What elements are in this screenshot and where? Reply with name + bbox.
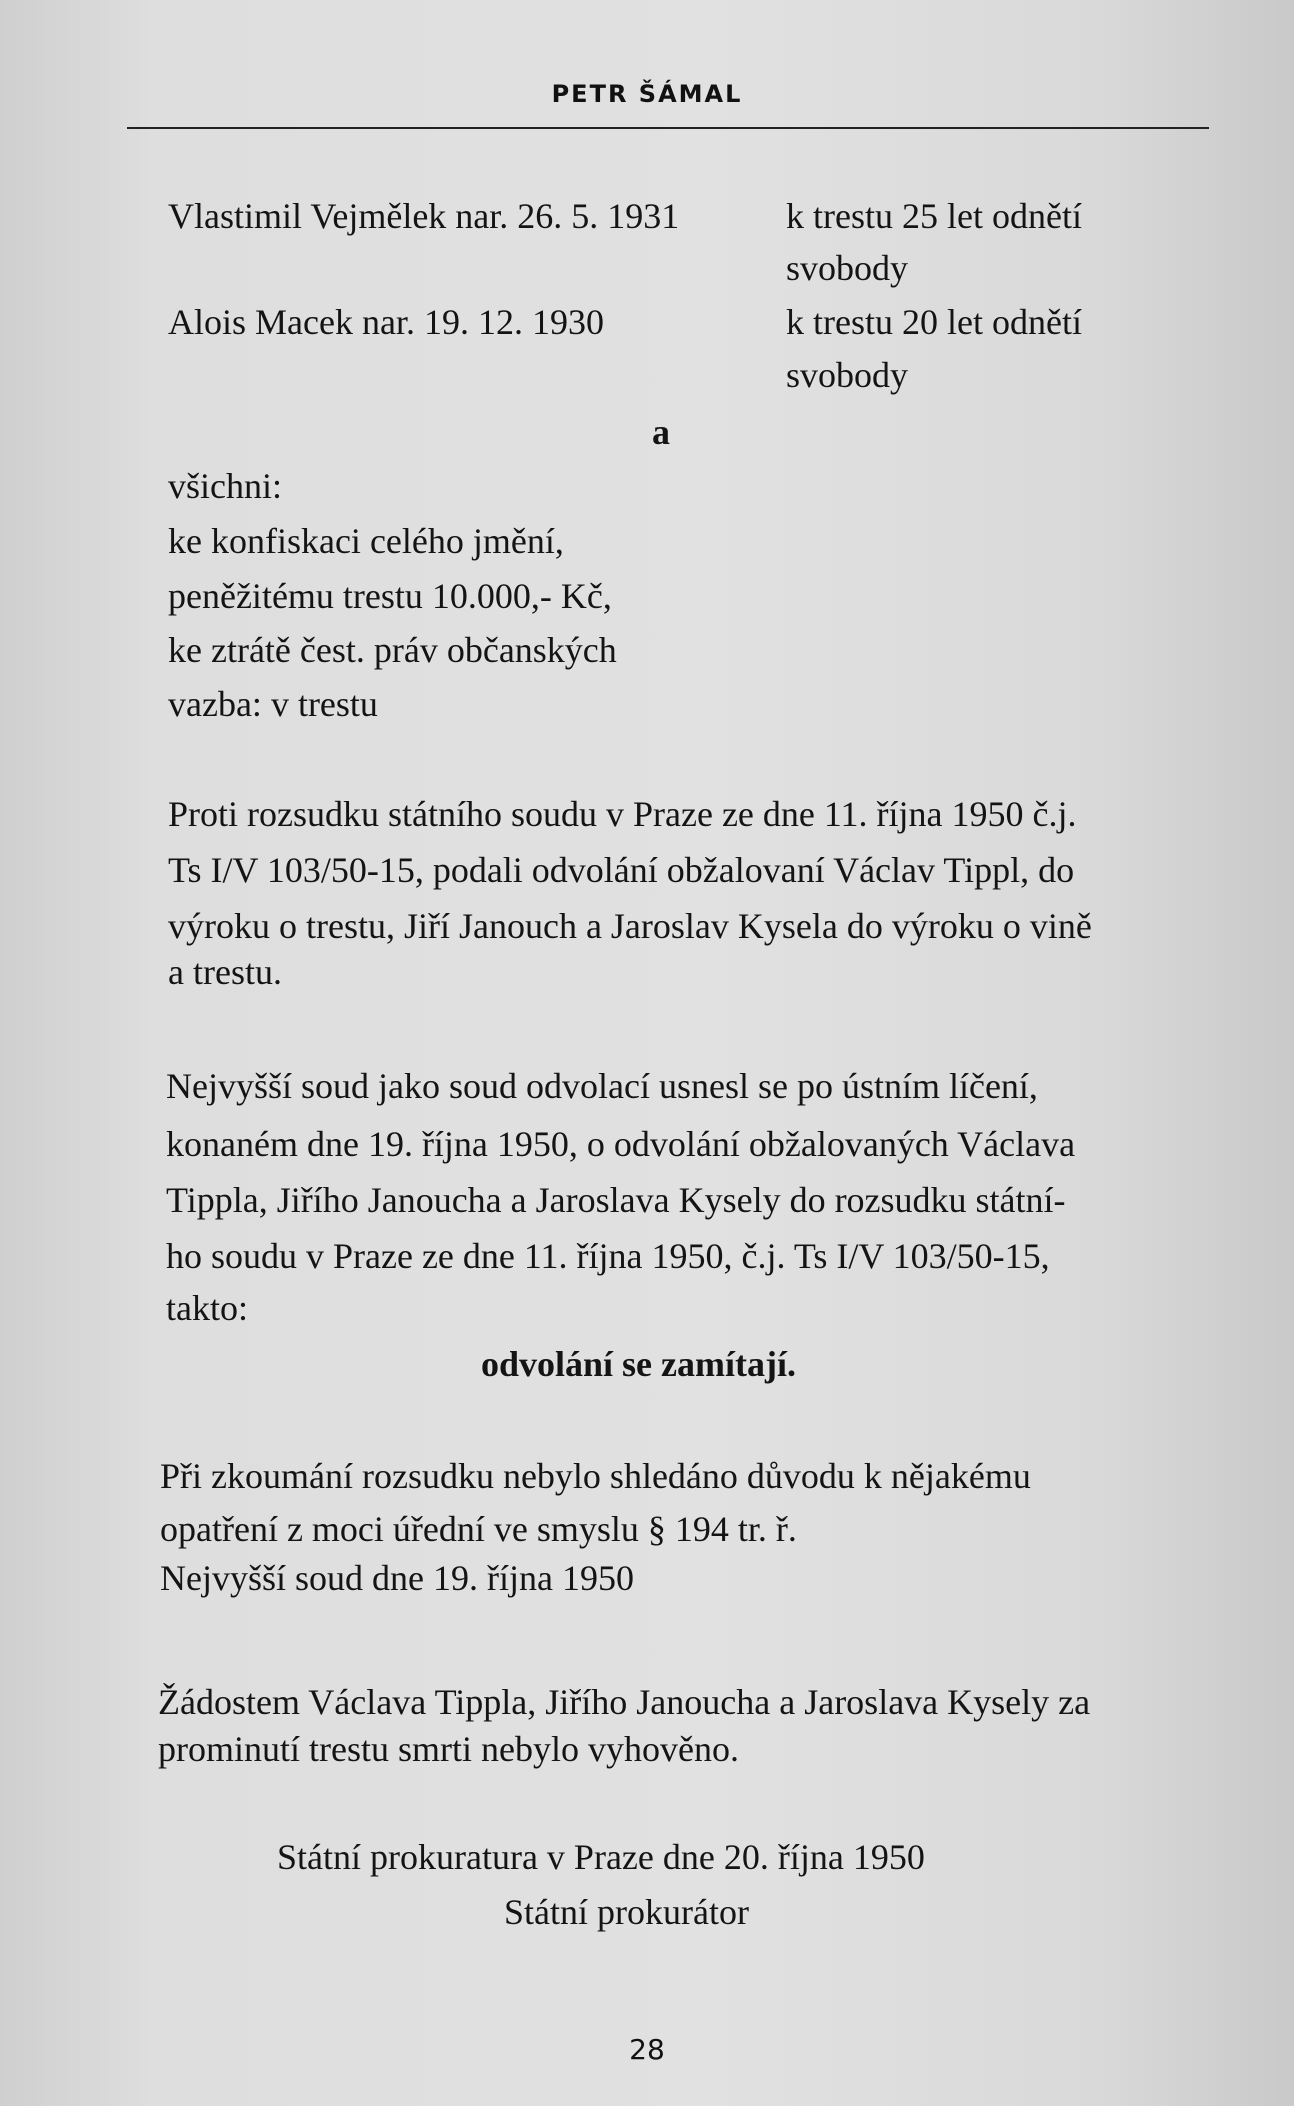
appeal-line: Ts I/V 103/50-15, podali odvolání obžalovaní Václav Tippl, do bbox=[168, 850, 1075, 890]
appeal-line: Proti rozsudku státního soudu v Praze ze dne 11. října 1950 č.j. bbox=[168, 794, 1077, 834]
common-line: ke ztrátě čest. práv občanských bbox=[168, 630, 617, 670]
pardon-line: prominutí trestu smrti nebylo vyhověno. bbox=[158, 1729, 739, 1769]
review-line: Nejvyšší soud dne 19. října 1950 bbox=[160, 1558, 634, 1598]
header-rule bbox=[127, 127, 1209, 129]
signature-office: Státní prokuratura v Praze dne 20. října 1950 bbox=[277, 1837, 925, 1877]
sentence-name-2: Alois Macek nar. 19. 12. 1930 bbox=[168, 302, 604, 342]
sentence-name-1: Vlastimil Vejmělek nar. 26. 5. 1931 bbox=[168, 196, 680, 236]
court-line: konaném dne 19. října 1950, o odvolání obžalovaných Václava bbox=[166, 1124, 1076, 1164]
appeal-line: výroku o trestu, Jiří Janouch a Jaroslav Kysela do výroku o vině bbox=[168, 906, 1092, 946]
court-line: takto: bbox=[166, 1288, 248, 1328]
review-line: Při zkoumání rozsudku nebylo shledáno důvodu k nějakému bbox=[160, 1456, 1031, 1496]
conjunction: a bbox=[652, 412, 670, 452]
court-line: Tippla, Jiřího Janoucha a Jaroslava Kysely do rozsudku státní- bbox=[166, 1180, 1066, 1220]
court-line: ho soudu v Praze ze dne 11. října 1950, č.j. Ts I/V 103/50-15, bbox=[166, 1236, 1050, 1276]
running-header: PETR ŠÁMAL bbox=[551, 80, 743, 108]
appeal-line: a trestu. bbox=[168, 952, 282, 992]
sentence-penalty-2-line1: k trestu 20 let odnětí bbox=[786, 302, 1082, 342]
pardon-line: Žádostem Václava Tippla, Jiřího Janoucha a Jaroslava Kysely za bbox=[158, 1682, 1091, 1722]
common-line: peněžitému trestu 10.000,- Kč, bbox=[168, 576, 612, 616]
common-line: ke konfiskaci celého jmění, bbox=[168, 521, 564, 561]
signature-title: Státní prokurátor bbox=[504, 1892, 749, 1932]
common-line: vazba: v trestu bbox=[168, 684, 378, 724]
page-number: 28 bbox=[629, 2033, 665, 2066]
common-heading: všichni: bbox=[168, 466, 282, 506]
sentence-penalty-2-line2: svobody bbox=[786, 355, 909, 395]
sentence-penalty-1-line1: k trestu 25 let odnětí bbox=[786, 196, 1082, 236]
review-line: opatření z moci úřední ve smyslu § 194 tr. ř. bbox=[160, 1509, 797, 1549]
sentence-penalty-1-line2: svobody bbox=[786, 248, 909, 288]
verdict: odvolání se zamítají. bbox=[481, 1344, 796, 1384]
court-line: Nejvyšší soud jako soud odvolací usnesl se po ústním líčení, bbox=[166, 1066, 1038, 1106]
